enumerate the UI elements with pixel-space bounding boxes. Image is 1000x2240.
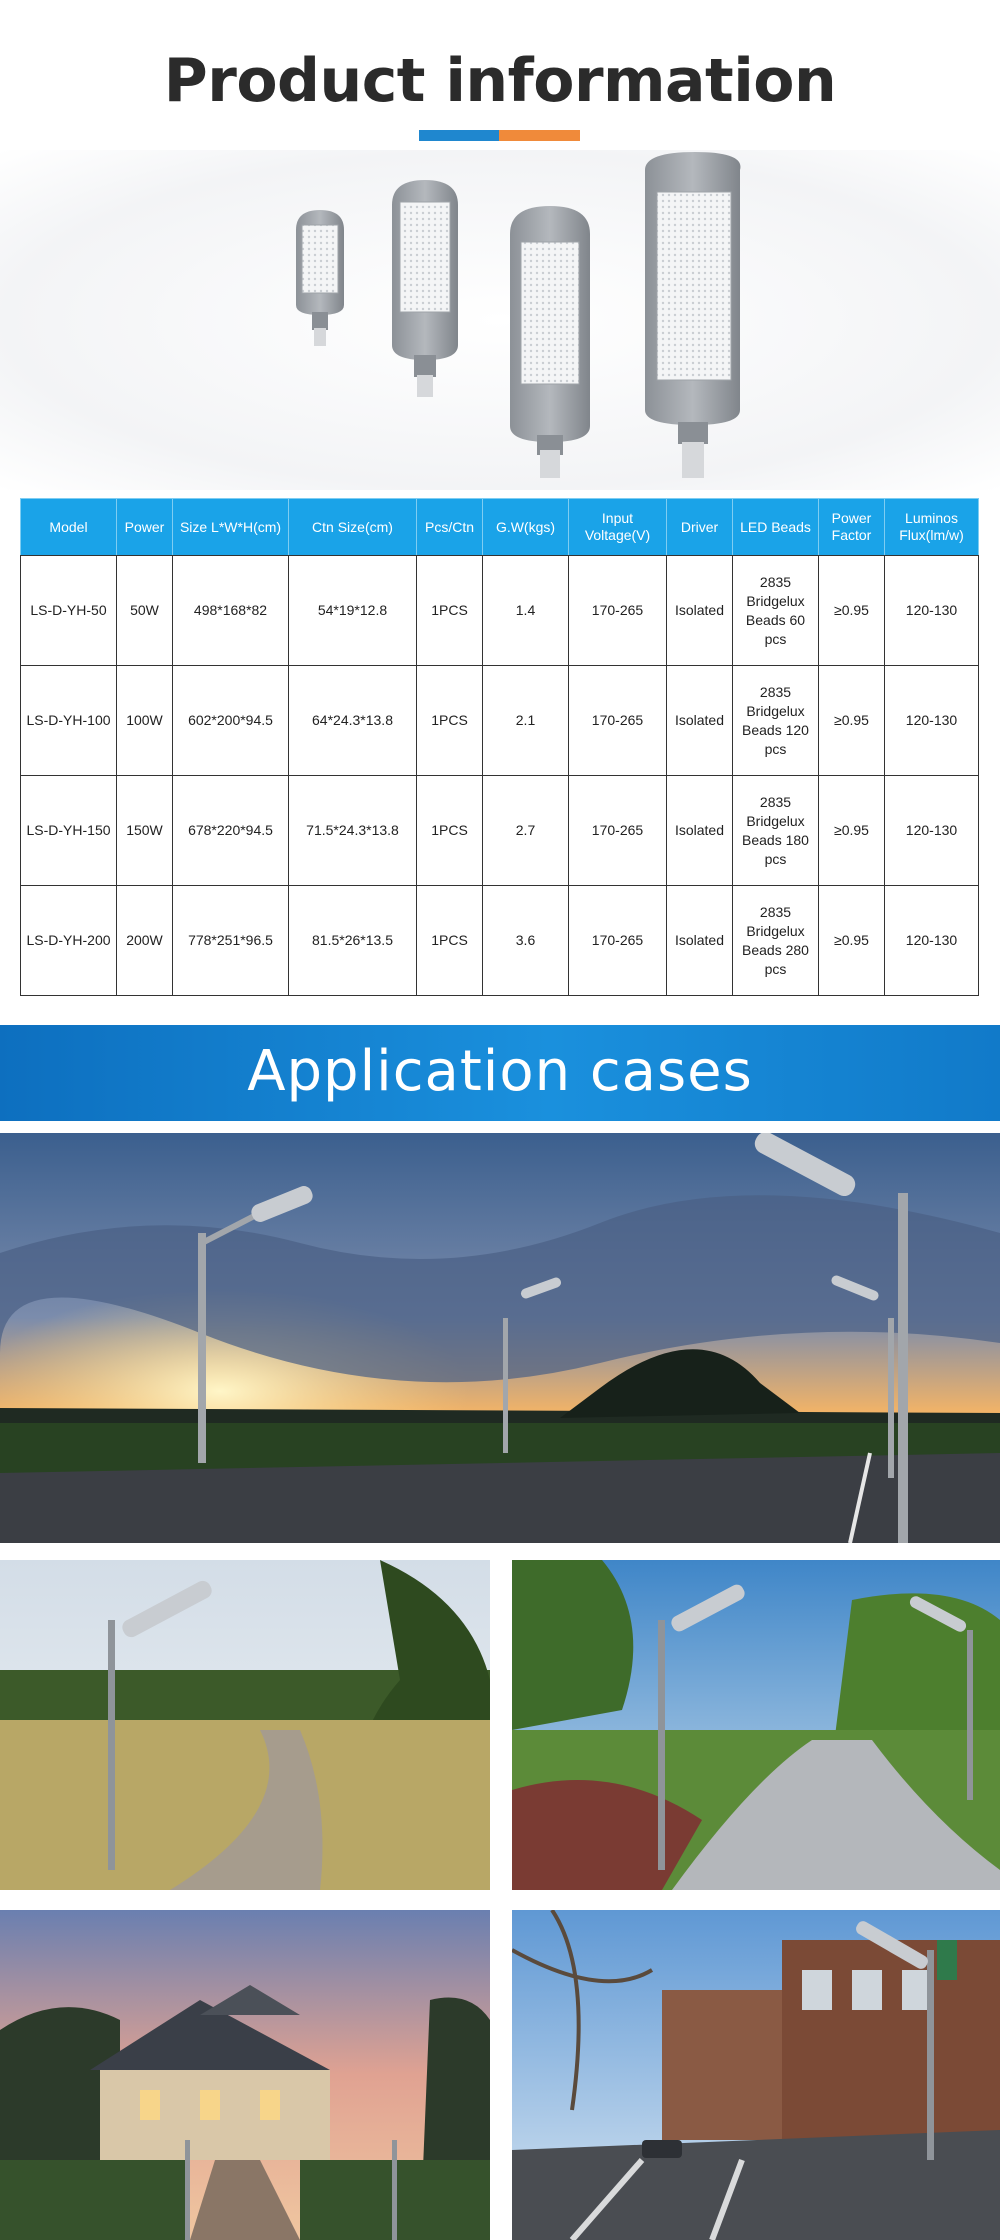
col-header: Pcs/Ctn	[417, 499, 483, 556]
table-row	[21, 666, 979, 776]
table-cell: 498*168*82	[173, 556, 289, 666]
table-cell: Isolated	[667, 666, 733, 776]
table-cell: 678*220*94.5	[173, 776, 289, 886]
photo-sunset-road	[0, 1133, 1000, 1543]
col-header: Driver	[667, 499, 733, 556]
table-cell: 2.1	[483, 666, 569, 776]
col-header: Input Voltage(V)	[569, 499, 667, 556]
table-cell: Isolated	[667, 776, 733, 886]
table-cell: 54*19*12.8	[289, 556, 417, 666]
photo-mansion	[0, 1910, 490, 2240]
table-cell: ≥0.95	[819, 886, 885, 996]
table-row	[21, 556, 979, 666]
table-cell: LS-D-YH-100	[21, 666, 117, 776]
table-cell: LS-D-YH-150	[21, 776, 117, 886]
col-header: Luminos Flux(lm/w)	[885, 499, 979, 556]
table-header-row	[21, 499, 979, 556]
table-cell: ≥0.95	[819, 666, 885, 776]
table-cell: 1PCS	[417, 666, 483, 776]
table-cell: 1PCS	[417, 886, 483, 996]
col-header: Power	[117, 499, 173, 556]
col-header: Model	[21, 499, 117, 556]
table-row	[21, 776, 979, 886]
table-cell: 170-265	[569, 776, 667, 886]
table-cell: 170-265	[569, 666, 667, 776]
table-cell: 170-265	[569, 886, 667, 996]
table-cell: Isolated	[667, 886, 733, 996]
col-header: Ctn Size(cm)	[289, 499, 417, 556]
table-cell: 100W	[117, 666, 173, 776]
photo-town-street	[512, 1910, 1000, 2240]
table-cell: ≥0.95	[819, 776, 885, 886]
table-cell: 2835 Bridgelux Beads 280 pcs	[733, 886, 819, 996]
col-header: Size L*W*H(cm)	[173, 499, 289, 556]
title-underline	[419, 130, 580, 141]
table-cell: 778*251*96.5	[173, 886, 289, 996]
table-cell: LS-D-YH-50	[21, 556, 117, 666]
application-title: Application cases	[247, 1039, 753, 1104]
col-header: Power Factor	[819, 499, 885, 556]
table-cell: 1.4	[483, 556, 569, 666]
table-cell: 64*24.3*13.8	[289, 666, 417, 776]
table-cell: ≥0.95	[819, 556, 885, 666]
table-cell: 2835 Bridgelux Beads 180 pcs	[733, 776, 819, 886]
table-cell: 2835 Bridgelux Beads 120 pcs	[733, 666, 819, 776]
table-cell: 2835 Bridgelux Beads 60 pcs	[733, 556, 819, 666]
table-cell: 120-130	[885, 556, 979, 666]
table-cell: 120-130	[885, 666, 979, 776]
spec-table	[20, 498, 979, 996]
table-cell: 170-265	[569, 556, 667, 666]
table-cell: 602*200*94.5	[173, 666, 289, 776]
col-header: G.W(kgs)	[483, 499, 569, 556]
page-title: Product information	[163, 46, 837, 116]
table-row	[21, 886, 979, 996]
table-cell: 200W	[117, 886, 173, 996]
table-cell: 2.7	[483, 776, 569, 886]
table-cell: 1PCS	[417, 556, 483, 666]
application-banner	[0, 1025, 1000, 1121]
table-cell: LS-D-YH-200	[21, 886, 117, 996]
photo-country-path	[0, 1560, 490, 1890]
table-cell: 120-130	[885, 886, 979, 996]
table-cell: 150W	[117, 776, 173, 886]
product-lineup-image	[0, 150, 1000, 490]
table-cell: Isolated	[667, 556, 733, 666]
col-header: LED Beads	[733, 499, 819, 556]
photo-village-road	[512, 1560, 1000, 1890]
table-cell: 71.5*24.3*13.8	[289, 776, 417, 886]
table-cell: 81.5*26*13.5	[289, 886, 417, 996]
table-cell: 1PCS	[417, 776, 483, 886]
table-cell: 3.6	[483, 886, 569, 996]
table-cell: 50W	[117, 556, 173, 666]
table-cell: 120-130	[885, 776, 979, 886]
